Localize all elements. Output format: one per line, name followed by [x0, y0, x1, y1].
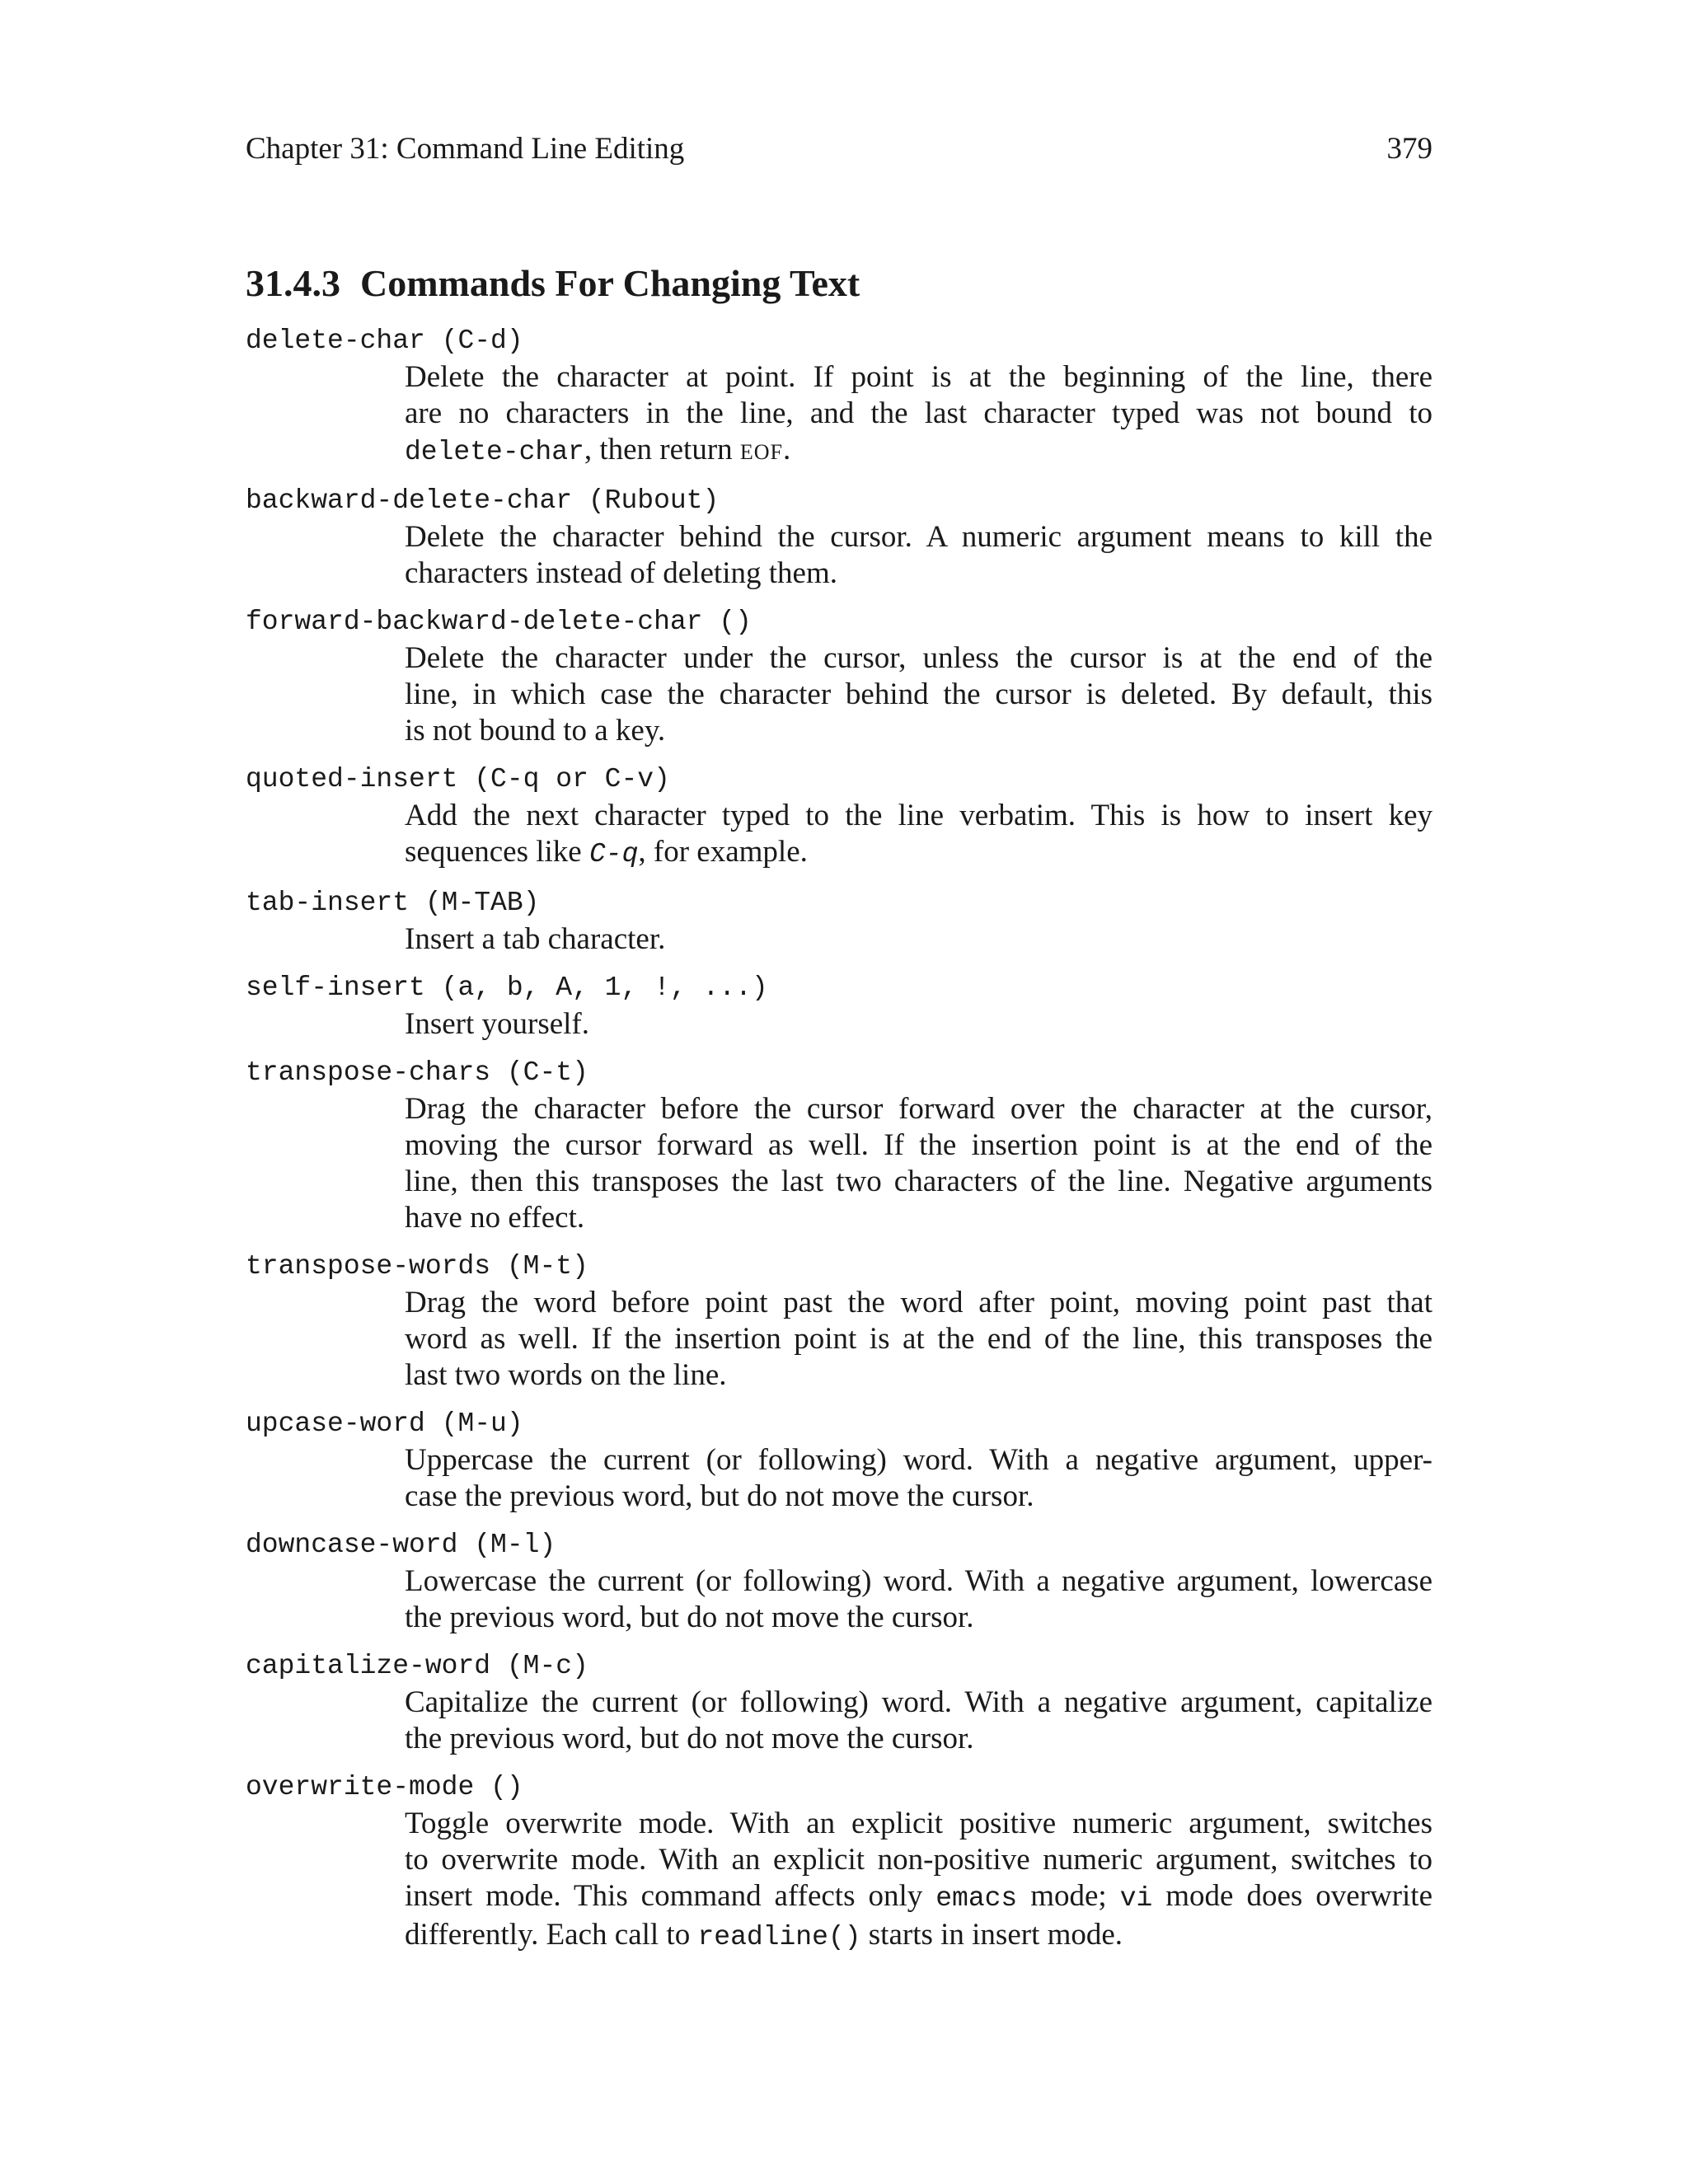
description-line: Drag the word before point past the word after point, moving point past that: [405, 1286, 1432, 1319]
command-description: [405, 1091, 1432, 1236]
command-description: [405, 921, 1432, 958]
description-line: line, then this transposes the last two characters of the line. Negative arguments: [405, 1165, 1432, 1198]
command-list: [246, 323, 1432, 1968]
description-line: are no characters in the line, and the last character typed was not bound to: [405, 396, 1432, 430]
command-term: quoted-insert (C-q or C-v): [246, 764, 670, 794]
description-line: sequences like C-q, for example.: [405, 835, 808, 869]
running-header: [246, 130, 1432, 168]
description-line: characters instead of deleting them.: [405, 556, 837, 590]
description-line: word as well. If the insertion point is at the end of the line, this transposes the: [405, 1322, 1432, 1356]
description-line: insert mode. This command affects only emacs mode; vi mode does overwrite: [405, 1879, 1433, 1914]
command-entry: [246, 1769, 1432, 1956]
command-term: capitalize-word (M-c): [246, 1651, 588, 1681]
command-entry: [246, 483, 1432, 592]
command-term: backward-delete-char (Rubout): [246, 485, 720, 516]
command-entry: [246, 323, 1432, 471]
command-entry: [246, 885, 1432, 958]
command-description: [405, 1806, 1432, 1956]
command-description: [405, 359, 1432, 471]
command-entry: [246, 604, 1432, 749]
command-term: self-insert (a, b, A, 1, !, ...): [246, 972, 768, 1003]
description-line: Capitalize the current (or following) word. With a negative argument, capitalize: [405, 1685, 1432, 1719]
command-description: [405, 1442, 1432, 1515]
description-line: delete-char, then return eof.: [405, 433, 791, 467]
command-term: upcase-word (M-u): [246, 1408, 523, 1439]
command-description: [405, 1285, 1432, 1394]
description-line: to overwrite mode. With an explicit non-positive numeric argument, switches to: [405, 1843, 1432, 1877]
description-line: the previous word, but do not move the cursor.: [405, 1722, 974, 1755]
description-line: Delete the character under the cursor, unless the cursor is at the end of the: [405, 641, 1432, 675]
description-line: case the previous word, but do not move the cursor.: [405, 1479, 1034, 1513]
command-description: [405, 1685, 1432, 1757]
command-entry: [246, 1055, 1432, 1236]
section-heading: [246, 260, 860, 307]
description-line: Add the next character typed to the line verbatim. This is how to insert key: [405, 799, 1432, 832]
description-line: last two words on the line.: [405, 1358, 727, 1392]
command-entry: [246, 1648, 1432, 1757]
command-description: [405, 1563, 1432, 1636]
command-term: overwrite-mode (): [246, 1772, 523, 1802]
command-term: forward-backward-delete-char (): [246, 607, 752, 637]
code-text: delete-char: [405, 437, 584, 467]
description-line: moving the cursor forward as well. If the insertion point is at the end of the: [405, 1128, 1432, 1162]
command-entry: [246, 1406, 1432, 1515]
description-line: line, in which case the character behind the cursor is deleted. By default, this: [405, 677, 1432, 711]
command-entry: [246, 1527, 1432, 1636]
description-line: is not bound to a key.: [405, 714, 666, 748]
command-description: [405, 1006, 1432, 1043]
description-line: Uppercase the current (or following) word. With a negative argument, upper-: [405, 1443, 1432, 1477]
code-text: emacs: [935, 1883, 1018, 1914]
chapter-title: Chapter 31: Command Line Editing: [246, 132, 685, 166]
section-number: 31.4.3: [246, 262, 340, 304]
command-term: transpose-chars (C-t): [246, 1057, 588, 1088]
description-line: Insert a tab character.: [405, 922, 666, 956]
description-line: Drag the character before the cursor forward over the character at the cursor,: [405, 1092, 1432, 1126]
command-entry: [246, 762, 1432, 873]
command-term: downcase-word (M-l): [246, 1530, 556, 1560]
command-term: transpose-words (M-t): [246, 1251, 588, 1282]
code-text: vi: [1119, 1883, 1153, 1914]
command-term: tab-insert (M-TAB): [246, 888, 540, 918]
description-line: Delete the character behind the cursor. A numeric argument means to kill the: [405, 520, 1432, 554]
command-entry: [246, 970, 1432, 1043]
command-description: [405, 519, 1432, 592]
section-title-text: Commands For Changing Text: [360, 262, 860, 304]
command-term: delete-char (C-d): [246, 326, 523, 356]
description-line: Lowercase the current (or following) word. With a negative argument, lowercase: [405, 1564, 1432, 1598]
small-caps-text: eof: [739, 433, 784, 466]
description-line: have no effect.: [405, 1201, 585, 1235]
description-line: Delete the character at point. If point is at the beginning of the line, there: [405, 360, 1432, 394]
description-line: the previous word, but do not move the cursor.: [405, 1601, 974, 1634]
description-line: Toggle overwrite mode. With an explicit positive numeric argument, switches: [405, 1807, 1432, 1840]
description-line: Insert yourself.: [405, 1007, 589, 1041]
page-number: 379: [1386, 132, 1432, 166]
command-entry: [246, 1249, 1432, 1394]
code-text: readline(): [697, 1922, 861, 1952]
command-description: [405, 798, 1432, 873]
command-description: [405, 640, 1432, 749]
description-line: differently. Each call to readline() starts in insert mode.: [405, 1918, 1123, 1952]
key-sequence: C-q: [588, 839, 639, 869]
